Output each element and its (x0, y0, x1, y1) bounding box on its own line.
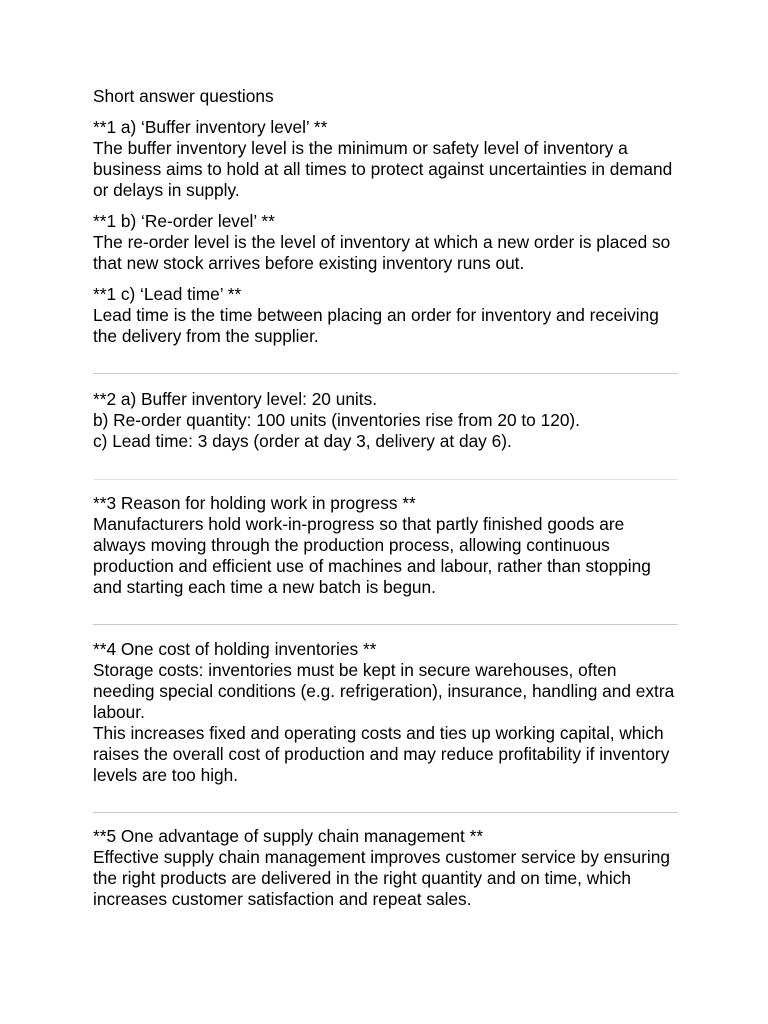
section-divider (93, 479, 678, 480)
q1c-heading: **1 c) ‘Lead time’ ** (93, 284, 242, 304)
section-divider (93, 624, 678, 625)
section-divider (93, 373, 678, 374)
q1a-answer: The buffer inventory level is the minimum or safety level of inventory a business aims to hold at all times to protect against uncertainties in demand or delays in supply. (93, 138, 673, 200)
q1b-section (93, 211, 678, 274)
q4-section (93, 639, 678, 786)
q2-line-b: b) Re-order quantity: 100 units (inventories rise from 20 to 120). (93, 410, 580, 430)
q5-heading: **5 One advantage of supply chain management ** (93, 826, 484, 846)
q2-line-a: **2 a) Buffer inventory level: 20 units. (93, 389, 378, 409)
q5-section (93, 826, 678, 910)
q2-section (93, 389, 678, 452)
q1b-heading: **1 b) ‘Re-order level’ ** (93, 211, 275, 231)
document-title: Short answer questions (93, 86, 274, 106)
q1c-section (93, 284, 678, 347)
q1b-answer: The re-order level is the level of inventory at which a new order is placed so that new stock arrives before existing inventory runs out. (93, 232, 671, 273)
q4-answer-part1: Storage costs: inventories must be kept in secure warehouses, often needing special conditions (e.g. refrigeration), insurance, handling and extra labour. (93, 660, 675, 722)
section-divider (93, 812, 678, 813)
q4-answer-part2: This increases fixed and operating costs and ties up working capital, which raises the overall cost of production and may reduce profitability if inventory levels are too high. (93, 723, 670, 785)
q1c-answer: Lead time is the time between placing an order for inventory and receiving the delivery from the supplier. (93, 305, 659, 346)
q1a-heading: **1 a) ‘Buffer inventory level’ ** (93, 117, 328, 137)
q3-answer: Manufacturers hold work-in-progress so that partly finished goods are always moving through the production process, allowing continuous production and efficient use of machines and labour, rather than stopping and starting each time a new batch is begun. (93, 514, 651, 597)
q4-heading: **4 One cost of holding inventories ** (93, 639, 377, 659)
q2-line-c: c) Lead time: 3 days (order at day 3, delivery at day 6). (93, 431, 512, 451)
document-page (93, 86, 678, 910)
q5-answer: Effective supply chain management improves customer service by ensuring the right products are delivered in the right quantity and on time, which increases customer satisfaction and repeat sales. (93, 847, 670, 909)
q1a-section (93, 117, 678, 201)
q3-heading: **3 Reason for holding work in progress ** (93, 493, 416, 513)
q3-section (93, 493, 678, 598)
